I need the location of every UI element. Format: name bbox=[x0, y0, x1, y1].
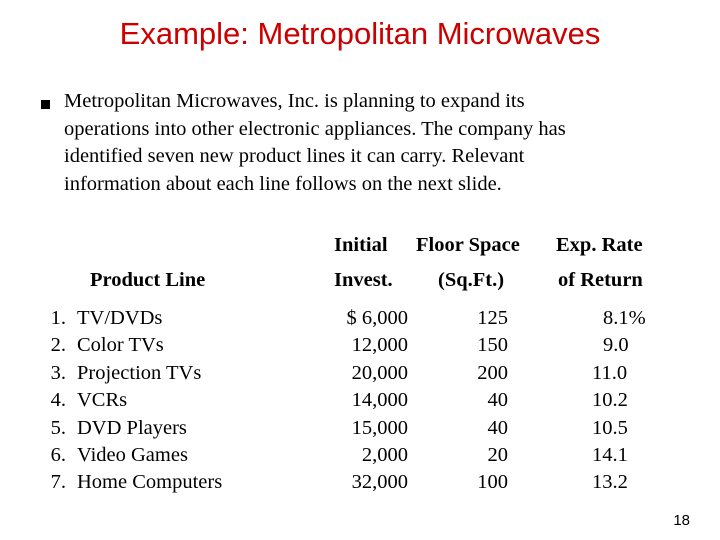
investment-value: $ 6,000 bbox=[346, 307, 408, 329]
product-name: TV/DVDs bbox=[77, 307, 163, 329]
return-rate-value: 8.1% bbox=[603, 307, 646, 329]
row-number: 1. bbox=[50, 307, 66, 329]
return-rate-value: 11.0 bbox=[592, 361, 628, 384]
header-sq-ft: (Sq.Ft.) bbox=[438, 269, 505, 291]
page-number: 18 bbox=[673, 512, 690, 529]
floor-space-column bbox=[440, 305, 508, 497]
product-name: Projection TVs bbox=[77, 361, 202, 384]
return-rate-value: 9.0 bbox=[603, 334, 629, 357]
header-floor-space: Floor Space bbox=[416, 234, 520, 256]
return-rate-column bbox=[576, 305, 676, 497]
floor-space-value: 200 bbox=[477, 361, 508, 384]
header-invest: Invest. bbox=[334, 269, 393, 291]
row-number: 7. bbox=[50, 471, 66, 494]
bullet-square-icon bbox=[41, 100, 50, 109]
slide-title: Example: Metropolitan Microwaves bbox=[119, 16, 601, 51]
floor-space-value: 40 bbox=[487, 416, 508, 439]
product-name: VCRs bbox=[77, 389, 128, 412]
row-number: 6. bbox=[50, 443, 66, 466]
investment-value: 12,000 bbox=[351, 334, 408, 357]
return-rate-value: 14.1 bbox=[592, 443, 628, 466]
floor-space-value: 20 bbox=[487, 443, 508, 466]
header-of-return: of Return bbox=[558, 269, 643, 291]
header-initial: Initial bbox=[334, 234, 388, 256]
floor-space-value: 125 bbox=[477, 307, 508, 329]
intro-paragraph bbox=[64, 88, 684, 198]
product-name: Home Computers bbox=[77, 471, 223, 494]
paragraph-line: operations into other electronic appliances. The company has bbox=[64, 117, 566, 140]
investment-value: 32,000 bbox=[351, 471, 408, 494]
floor-space-value: 150 bbox=[477, 334, 508, 357]
paragraph-line: identified seven new product lines it can carry. Relevant bbox=[64, 145, 525, 167]
investment-column bbox=[320, 305, 408, 497]
product-name: Video Games bbox=[77, 443, 188, 466]
return-rate-value: 10.2 bbox=[592, 389, 628, 412]
row-number: 4. bbox=[50, 389, 66, 412]
product-name: Color TVs bbox=[77, 334, 164, 357]
product-name: DVD Players bbox=[77, 416, 187, 439]
paragraph-line: information about each line follows on the next slide. bbox=[64, 172, 502, 195]
investment-value: 2,000 bbox=[361, 443, 408, 466]
row-number: 3. bbox=[50, 361, 66, 384]
row-number: 5. bbox=[50, 416, 66, 439]
floor-space-value: 40 bbox=[487, 389, 508, 412]
header-product-line: Product Line bbox=[90, 269, 206, 291]
return-rate-value: 10.5 bbox=[592, 416, 628, 439]
investment-value: 15,000 bbox=[351, 416, 408, 439]
row-number: 2. bbox=[50, 334, 66, 357]
product-column bbox=[77, 305, 222, 497]
investment-value: 14,000 bbox=[351, 389, 408, 412]
floor-space-value: 100 bbox=[477, 471, 508, 494]
paragraph-line: Metropolitan Microwaves, Inc. is planning to expand its bbox=[64, 90, 525, 112]
return-rate-value: 13.2 bbox=[592, 471, 628, 494]
header-exp-rate: Exp. Rate bbox=[556, 234, 643, 256]
row-number-column bbox=[34, 305, 66, 497]
investment-value: 20,000 bbox=[351, 361, 408, 384]
